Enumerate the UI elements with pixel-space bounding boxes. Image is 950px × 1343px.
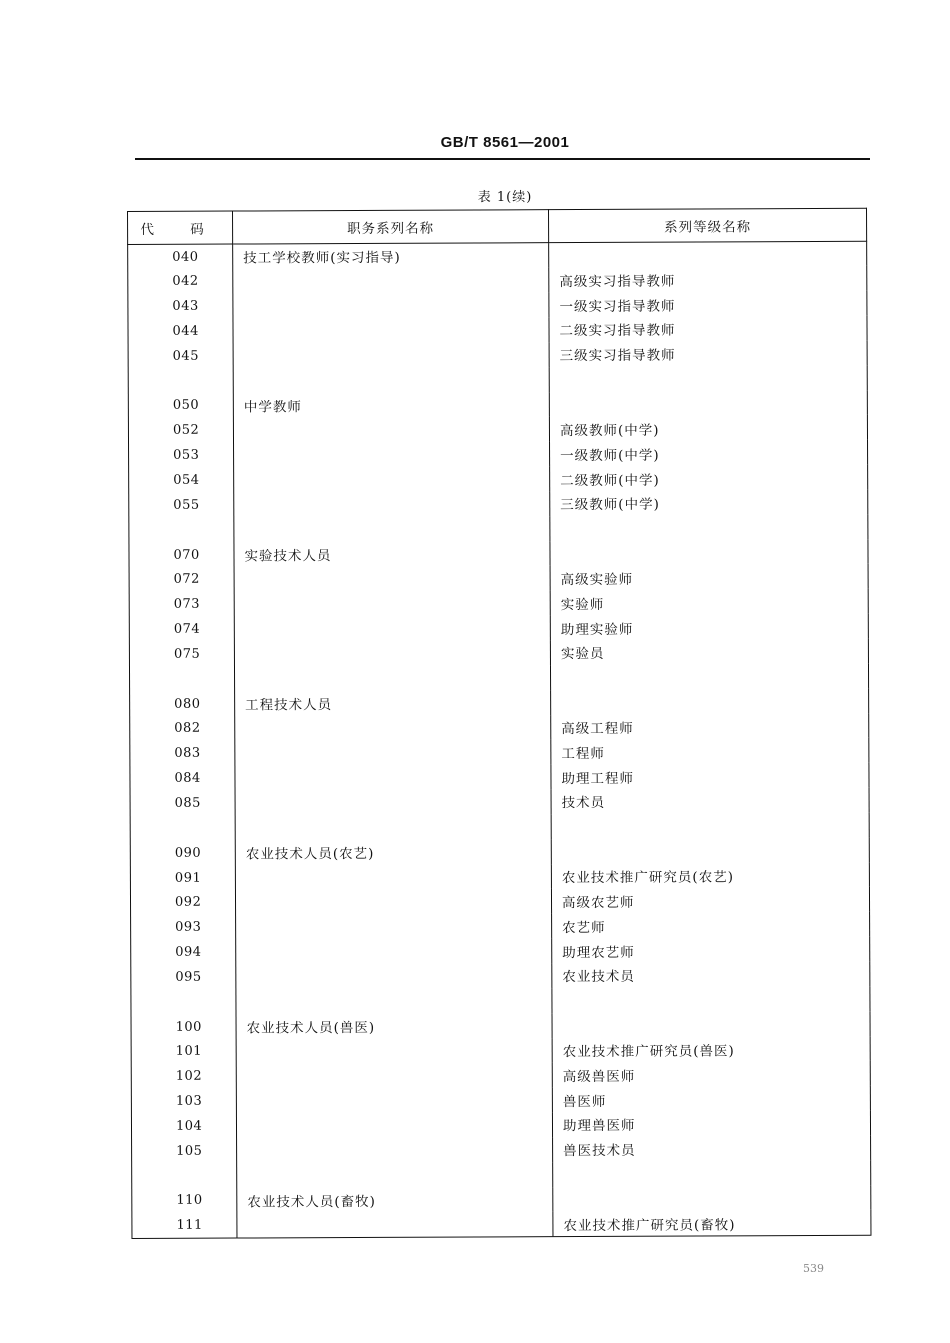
table-row xyxy=(131,1036,870,1064)
table-row xyxy=(128,415,867,443)
table-row xyxy=(132,1210,871,1238)
cell-code: 104 xyxy=(131,1114,236,1139)
cell-series xyxy=(237,1212,553,1238)
cell-grade: 高级工程师 xyxy=(551,713,869,739)
cell-grade: 技术员 xyxy=(551,788,869,814)
cell-grade: 助理农艺师 xyxy=(552,937,870,963)
cell-code: 080 xyxy=(130,691,235,716)
cell-code: 090 xyxy=(130,840,235,865)
cell-series xyxy=(236,1087,552,1113)
cell-series xyxy=(235,740,551,766)
cell-grade xyxy=(549,365,867,391)
cell-series xyxy=(233,417,549,443)
cell-grade: 一级教师(中学) xyxy=(550,440,868,466)
cell-series xyxy=(236,963,552,989)
cell-code: 092 xyxy=(130,890,235,915)
cell-series xyxy=(234,516,550,542)
cell-code: 093 xyxy=(131,915,236,940)
table-row xyxy=(129,589,868,617)
cell-grade xyxy=(553,1160,871,1186)
cell-series xyxy=(235,889,551,915)
cell-grade: 高级兽医师 xyxy=(552,1061,870,1087)
cell-series xyxy=(236,1112,552,1138)
cell-code: 075 xyxy=(129,642,234,667)
table-row xyxy=(128,241,867,269)
cell-grade: 兽医师 xyxy=(552,1086,870,1112)
cell-code xyxy=(130,815,235,840)
cell-code: 111 xyxy=(132,1213,237,1239)
cell-code: 070 xyxy=(129,542,234,567)
cell-series xyxy=(234,441,550,467)
cell-series: 中学教师 xyxy=(233,392,549,418)
table-row xyxy=(129,639,868,667)
cell-code: 101 xyxy=(131,1039,236,1064)
cell-series xyxy=(234,491,550,517)
cell-series xyxy=(236,1038,552,1064)
cell-grade xyxy=(552,1011,870,1037)
cell-series xyxy=(234,466,550,492)
cell-grade: 高级教师(中学) xyxy=(549,415,867,441)
cell-series: 农业技术人员(农艺) xyxy=(235,839,551,865)
cell-code: 100 xyxy=(131,1014,236,1039)
cell-code xyxy=(129,666,234,691)
table-row xyxy=(131,987,870,1015)
cell-grade xyxy=(549,241,867,267)
cell-grade: 兽医技术员 xyxy=(553,1136,871,1162)
cell-series: 实验技术人员 xyxy=(234,541,550,567)
cell-grade: 助理实验师 xyxy=(550,614,868,640)
cell-code: 055 xyxy=(129,492,234,517)
cell-code: 072 xyxy=(129,567,234,592)
cell-series xyxy=(234,640,550,666)
table-row xyxy=(130,887,869,915)
cell-grade: 一级实习指导教师 xyxy=(549,291,867,317)
table-row xyxy=(128,341,867,369)
cell-grade xyxy=(550,664,868,690)
cell-series xyxy=(236,988,552,1014)
cell-grade xyxy=(551,838,869,864)
cell-series xyxy=(234,590,550,616)
cell-code: 085 xyxy=(130,791,235,816)
cell-code: 091 xyxy=(130,865,235,890)
table-row xyxy=(131,962,870,990)
cell-series xyxy=(234,615,550,641)
table-row xyxy=(131,937,870,965)
table-row xyxy=(130,688,869,716)
cell-code: 105 xyxy=(132,1138,237,1163)
column-header-code: 代 码 xyxy=(128,211,233,244)
cell-grade: 高级农艺师 xyxy=(551,887,869,913)
cell-series xyxy=(233,317,549,343)
cell-grade: 农业技术推广研究员(畜牧) xyxy=(553,1210,871,1236)
table-row xyxy=(128,291,867,319)
cell-grade xyxy=(552,987,870,1013)
table-caption: 表 1(续) xyxy=(477,190,533,205)
cell-series xyxy=(237,1137,553,1163)
table-row xyxy=(129,515,868,543)
cell-series xyxy=(235,789,551,815)
cell-series xyxy=(236,1062,552,1088)
cell-code: 042 xyxy=(128,269,233,294)
table-row xyxy=(130,813,869,841)
cell-code: 040 xyxy=(128,244,233,269)
cell-code: 053 xyxy=(129,443,234,468)
table-row xyxy=(128,365,867,393)
cell-series xyxy=(235,864,551,890)
cell-grade xyxy=(551,813,869,839)
table-row xyxy=(129,440,868,468)
cell-grade xyxy=(549,390,867,416)
table-row xyxy=(129,490,868,518)
table-row xyxy=(129,465,868,493)
cell-series: 农业技术人员(兽医) xyxy=(236,1013,552,1039)
table-row xyxy=(132,1160,871,1188)
table-row xyxy=(130,713,869,741)
cell-code: 054 xyxy=(129,468,234,493)
cell-code: 045 xyxy=(128,343,233,368)
cell-code xyxy=(129,517,234,542)
column-header-grade: 系列等级名称 xyxy=(548,208,866,242)
cell-series: 工程技术人员 xyxy=(235,690,551,716)
table-row xyxy=(132,1136,871,1164)
cell-series xyxy=(233,342,549,368)
cell-series: 农业技术人员(畜牧) xyxy=(237,1187,553,1213)
cell-code: 074 xyxy=(129,617,234,642)
cell-grade: 三级教师(中学) xyxy=(550,490,868,516)
table-row xyxy=(130,738,869,766)
table-row xyxy=(129,564,868,592)
cell-grade: 实验员 xyxy=(550,639,868,665)
cell-series xyxy=(235,814,551,840)
table-row xyxy=(131,1086,870,1114)
cell-series xyxy=(234,566,550,592)
table-row xyxy=(128,266,867,294)
cell-grade: 农艺师 xyxy=(552,912,870,938)
table-row xyxy=(130,763,869,791)
cell-code: 083 xyxy=(130,741,235,766)
table-body xyxy=(128,241,871,1238)
cell-series xyxy=(235,715,551,741)
occupation-table xyxy=(127,208,871,1239)
cell-code: 073 xyxy=(129,592,234,617)
cell-code: 094 xyxy=(131,940,236,965)
cell-code: 052 xyxy=(128,418,233,443)
cell-code: 084 xyxy=(130,766,235,791)
cell-code: 110 xyxy=(132,1188,237,1213)
cell-grade: 农业技术推广研究员(兽医) xyxy=(552,1036,870,1062)
cell-grade: 助理工程师 xyxy=(551,763,869,789)
cell-code: 044 xyxy=(128,319,233,344)
table-row xyxy=(130,838,869,866)
cell-code xyxy=(132,1163,237,1188)
table-row xyxy=(129,539,868,567)
cell-series xyxy=(233,268,549,294)
cell-grade xyxy=(551,688,869,714)
document-header: GB/T 8561—2001 xyxy=(440,134,570,151)
cell-code xyxy=(128,368,233,393)
cell-series xyxy=(236,913,552,939)
cell-series: 技工学校教师(实习指导) xyxy=(233,243,549,269)
cell-code: 050 xyxy=(128,393,233,418)
cell-code: 082 xyxy=(130,716,235,741)
cell-grade xyxy=(550,515,868,541)
table-row xyxy=(130,788,869,816)
cell-grade: 助理兽医师 xyxy=(552,1111,870,1137)
cell-code: 103 xyxy=(131,1089,236,1114)
table-row xyxy=(131,1011,870,1039)
cell-code: 102 xyxy=(131,1064,236,1089)
table-header-row xyxy=(128,208,867,244)
cell-grade: 工程师 xyxy=(551,738,869,764)
cell-code: 043 xyxy=(128,294,233,319)
table-row xyxy=(132,1185,871,1213)
cell-series xyxy=(234,665,550,691)
cell-series xyxy=(235,764,551,790)
cell-series xyxy=(237,1162,553,1188)
table-row xyxy=(130,862,869,890)
cell-grade: 农业技术员 xyxy=(552,962,870,988)
table-row xyxy=(131,1111,870,1139)
table-row xyxy=(128,390,867,418)
cell-grade: 高级实验师 xyxy=(550,564,868,590)
cell-code: 095 xyxy=(131,965,236,990)
cell-grade: 农业技术推广研究员(农艺) xyxy=(551,862,869,888)
page-number: 539 xyxy=(803,1262,824,1275)
table-row xyxy=(128,316,867,344)
cell-series xyxy=(236,938,552,964)
table-row xyxy=(129,614,868,642)
table-row xyxy=(131,912,870,940)
cell-series xyxy=(233,367,549,393)
cell-grade: 三级实习指导教师 xyxy=(549,341,867,367)
cell-code xyxy=(131,989,236,1014)
cell-grade: 二级实习指导教师 xyxy=(549,316,867,342)
cell-grade xyxy=(550,539,868,565)
header-rule xyxy=(135,158,870,160)
column-header-series: 职务系列名称 xyxy=(233,210,549,244)
cell-series xyxy=(233,292,549,318)
cell-grade: 实验师 xyxy=(550,589,868,615)
table-row xyxy=(131,1061,870,1089)
cell-grade: 高级实习指导教师 xyxy=(549,266,867,292)
cell-grade: 二级教师(中学) xyxy=(550,465,868,491)
cell-grade xyxy=(553,1185,871,1211)
table-row xyxy=(129,664,868,692)
